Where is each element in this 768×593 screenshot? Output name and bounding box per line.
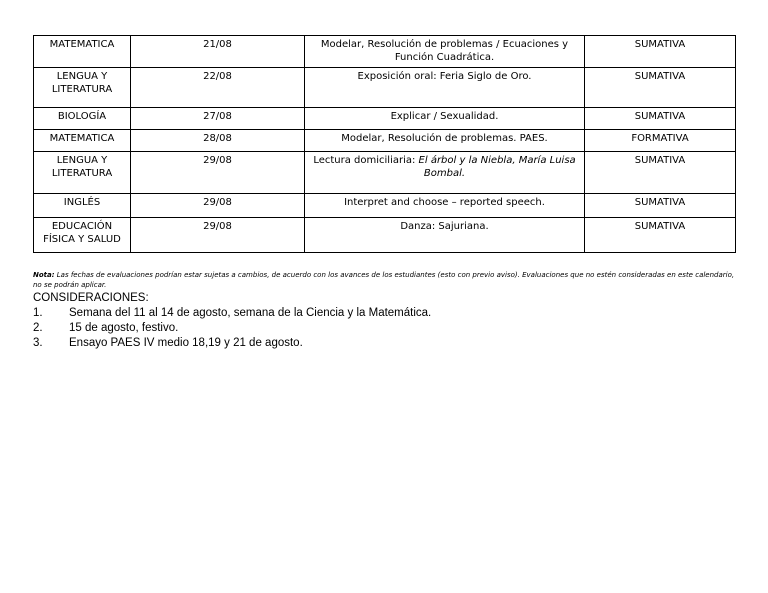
item-text: Semana del 11 al 14 de agosto, semana de la Ciencia y la Matemática. bbox=[69, 307, 432, 319]
subject-cell: INGLÉS bbox=[34, 194, 131, 218]
item-text: 15 de agosto, festivo. bbox=[69, 322, 179, 334]
table-row bbox=[34, 194, 736, 218]
considerations-section bbox=[33, 291, 738, 351]
subject-cell: LENGUA Y LITERATURA bbox=[34, 68, 131, 108]
book-title-text: El árbol y la Niebla, María Luisa Bombal. bbox=[418, 155, 576, 179]
date-cell: 29/08 bbox=[131, 194, 305, 218]
type-cell: SUMATIVA bbox=[585, 36, 736, 68]
description-text: Exposición oral: Feria Siglo de Oro. bbox=[357, 71, 532, 82]
type-cell: SUMATIVA bbox=[585, 194, 736, 218]
considerations-heading: CONSIDERACIONES: bbox=[33, 292, 149, 304]
description-cell bbox=[305, 218, 585, 253]
date-cell: 22/08 bbox=[131, 68, 305, 108]
description-text: Lectura domiciliaria: bbox=[313, 155, 419, 166]
considerations-list bbox=[33, 306, 738, 351]
table-row bbox=[34, 36, 736, 68]
evaluation-schedule-table bbox=[33, 35, 736, 253]
date-cell: 28/08 bbox=[131, 130, 305, 152]
type-cell: FORMATIVA bbox=[585, 130, 736, 152]
item-number: 1. bbox=[33, 307, 43, 319]
date-cell: 29/08 bbox=[131, 218, 305, 253]
type-cell: SUMATIVA bbox=[585, 152, 736, 194]
description-cell bbox=[305, 108, 585, 130]
subject-cell: MATEMATICA bbox=[34, 130, 131, 152]
description-text: Danza: Sajuriana. bbox=[400, 221, 489, 232]
description-text: Interpret and choose – reported speech. bbox=[344, 197, 545, 208]
description-text: Modelar, Resolución de problemas / Ecuaciones y Función Cuadrática. bbox=[320, 39, 569, 63]
subject-cell: LENGUA Y LITERATURA bbox=[34, 152, 131, 194]
item-number: 3. bbox=[33, 337, 43, 349]
note-paragraph bbox=[33, 270, 738, 290]
list-item bbox=[33, 306, 738, 321]
description-text: Explicar / Sexualidad. bbox=[390, 111, 499, 122]
note-text: Las fechas de evaluaciones podrían estar sujetas a cambios, de acuerdo con los avances de los estudiantes (esto con previo aviso). Evaluaciones que no estén consideradas en este calendario, no se podrán aplicar. bbox=[33, 271, 735, 289]
date-cell: 27/08 bbox=[131, 108, 305, 130]
list-item bbox=[33, 321, 738, 336]
table-row bbox=[34, 108, 736, 130]
date-cell: 21/08 bbox=[131, 36, 305, 68]
date-cell: 29/08 bbox=[131, 152, 305, 194]
description-cell bbox=[305, 130, 585, 152]
table-row bbox=[34, 68, 736, 108]
note-label: Nota: bbox=[33, 271, 55, 279]
type-cell: SUMATIVA bbox=[585, 68, 736, 108]
table-row bbox=[34, 130, 736, 152]
description-cell bbox=[305, 68, 585, 108]
subject-cell: MATEMATICA bbox=[34, 36, 131, 68]
item-text: Ensayo PAES IV medio 18,19 y 21 de agosto. bbox=[69, 337, 303, 349]
item-number: 2. bbox=[33, 322, 43, 334]
subject-cell: EDUCACIÓN FÍSICA Y SALUD bbox=[34, 218, 131, 253]
type-cell: SUMATIVA bbox=[585, 108, 736, 130]
description-cell bbox=[305, 152, 585, 194]
description-cell bbox=[305, 36, 585, 68]
table-row bbox=[34, 218, 736, 253]
description-cell bbox=[305, 194, 585, 218]
type-cell: SUMATIVA bbox=[585, 218, 736, 253]
table-row bbox=[34, 152, 736, 194]
list-item bbox=[33, 336, 738, 351]
subject-cell: BIOLOGÍA bbox=[34, 108, 131, 130]
description-text: Modelar, Resolución de problemas. PAES. bbox=[341, 133, 548, 144]
